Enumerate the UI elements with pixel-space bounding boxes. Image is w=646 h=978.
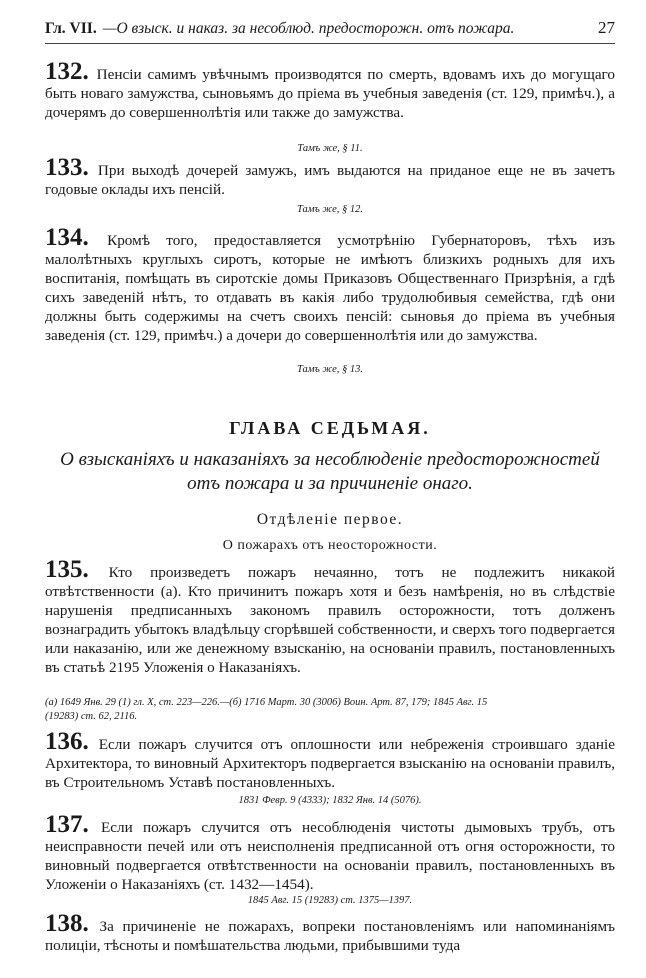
article-number: 134.	[45, 224, 89, 251]
article-text: Пенсіи самимъ увѣчнымъ производятся по смерть, вдовамъ ихъ до могущаго быть новаго замужства, сыновьямъ до пріема въ учебныя заведенія (ст. 129, примѣч.), а дочерямъ до совершеннолѣтія или также до замужства.	[45, 66, 616, 121]
article-number: 138.	[45, 910, 89, 937]
article-number: 136.	[45, 728, 89, 755]
article-132	[45, 58, 616, 122]
article-text: За причиненіе не пожарахъ, вопреки постановленіямъ или напоминаніямъ полиціи, тѣсноты и помѣшательства людьми, прибывшими туда	[45, 918, 615, 954]
article-number: 137.	[45, 811, 89, 838]
running-header	[45, 18, 615, 38]
article-number: 132.	[45, 58, 89, 85]
subsection-heading: О пожарахъ отъ неосторожности.	[222, 538, 438, 553]
article-text: Кто произведетъ пожаръ нечаянно, тотъ не подлежитъ никакой отвѣтственности (а). Кто причинитъ пожаръ хотя и безъ намѣренія, но въ слѣдствіе нарушенія предписанныхъ закономъ правилъ осторожности, тотъ долженъ вознаградить убытокъ владѣльцу сгорѣвшей собственности, и сверхъ того подвергается или наказанію, или же денежному взысканію, на основаніи правилъ, постановленныхъ въ статьѣ 2195 Уложенія о Наказаніяхъ.	[45, 564, 616, 676]
article-text: Если пожаръ случится отъ оплошности или небреженія строившаго зданіе Архитектора, то виновный Архитекторъ подвергается взысканію на основаніи правилъ, въ Строительномъ Уставѣ постановленныхъ.	[45, 736, 615, 791]
article-text: Если пожаръ случится отъ несоблюденія чистоты дымовыхъ трубъ, отъ неисправности печей или отъ неисполненія предписанной отъ огня осторожности, то виновный подвергается отвѣтственности на основаніи правилъ, постановленныхъ въ Уложеніи о Наказаніяхъ (ст. 1432—1454).	[45, 819, 616, 893]
header-title-wrap	[45, 20, 514, 38]
article-reference: 1831 Февр. 9 (4333); 1832 Янв. 14 (5076).	[238, 795, 422, 806]
article-135	[45, 556, 616, 677]
article-reference: Тамъ же, § 13.	[296, 364, 364, 375]
article-text: Кромѣ того, предоставляется усмотрѣнію Губернаторовъ, тѣхъ изъ малолѣтныхъ круглыхъ сиротъ, которые не имѣютъ близкихъ родныхъ для ихъ воспитанія, помѣщать въ сиротскіе домы Приказовъ Общественнаго Призрѣнія, а гдѣ сихъ заведеній нѣтъ, то отдавать въ какія либо трудолюбивыя семейства, гдѣ они должны быть содержимы на счетъ своихъ пенсій: сыновья до пріема въ учебныя заведенія (ст. 129, примѣч.) а дочери до совершеннолѣтія или до замужства.	[45, 232, 616, 344]
header-title: —О взыск. и наказ. за несоблюд. предосторожн. отъ пожара.	[102, 20, 515, 37]
page-number: 27	[598, 18, 615, 37]
article-137	[45, 811, 616, 894]
article-number: 133.	[45, 154, 89, 181]
chapter-subtitle-line-1: О взысканіяхъ и наказаніяхъ за несоблюденіе предосторожностей	[60, 449, 600, 470]
article-footnote-line-1: (а) 1649 Янв. 29 (1) гл. X, ст. 223—226.—(б) 1716 Март. 30 (3006) Воин. Арт. 87, 179; 1845 Авг. 15	[45, 697, 488, 708]
article-footnote-line-2: (19283) ст. 62, 2116.	[45, 711, 138, 722]
chapter-subtitle-line-2: отъ пожара и за причиненіе онаго.	[187, 473, 473, 494]
article-133	[45, 154, 616, 199]
article-reference: Тамъ же, § 11.	[297, 143, 363, 154]
chapter-label: Гл. VII.	[45, 20, 97, 37]
article-number: 135.	[45, 556, 89, 583]
header-rule	[45, 43, 615, 44]
article-134	[45, 224, 616, 345]
article-138	[45, 910, 615, 955]
chapter-title: ГЛАВА СЕДЬМАЯ.	[229, 418, 431, 438]
article-text: При выходѣ дочерей замужъ, имъ выдаются на приданое еще не въ зачетъ годовые оклады ихъ пенсій.	[45, 162, 616, 198]
article-reference: Тамъ же, § 12.	[296, 204, 364, 215]
article-136	[45, 728, 615, 792]
article-reference: 1845 Авг. 15 (19283) ст. 1375—1397.	[247, 895, 413, 906]
section-heading: Отдѣленіе первое.	[256, 511, 404, 528]
